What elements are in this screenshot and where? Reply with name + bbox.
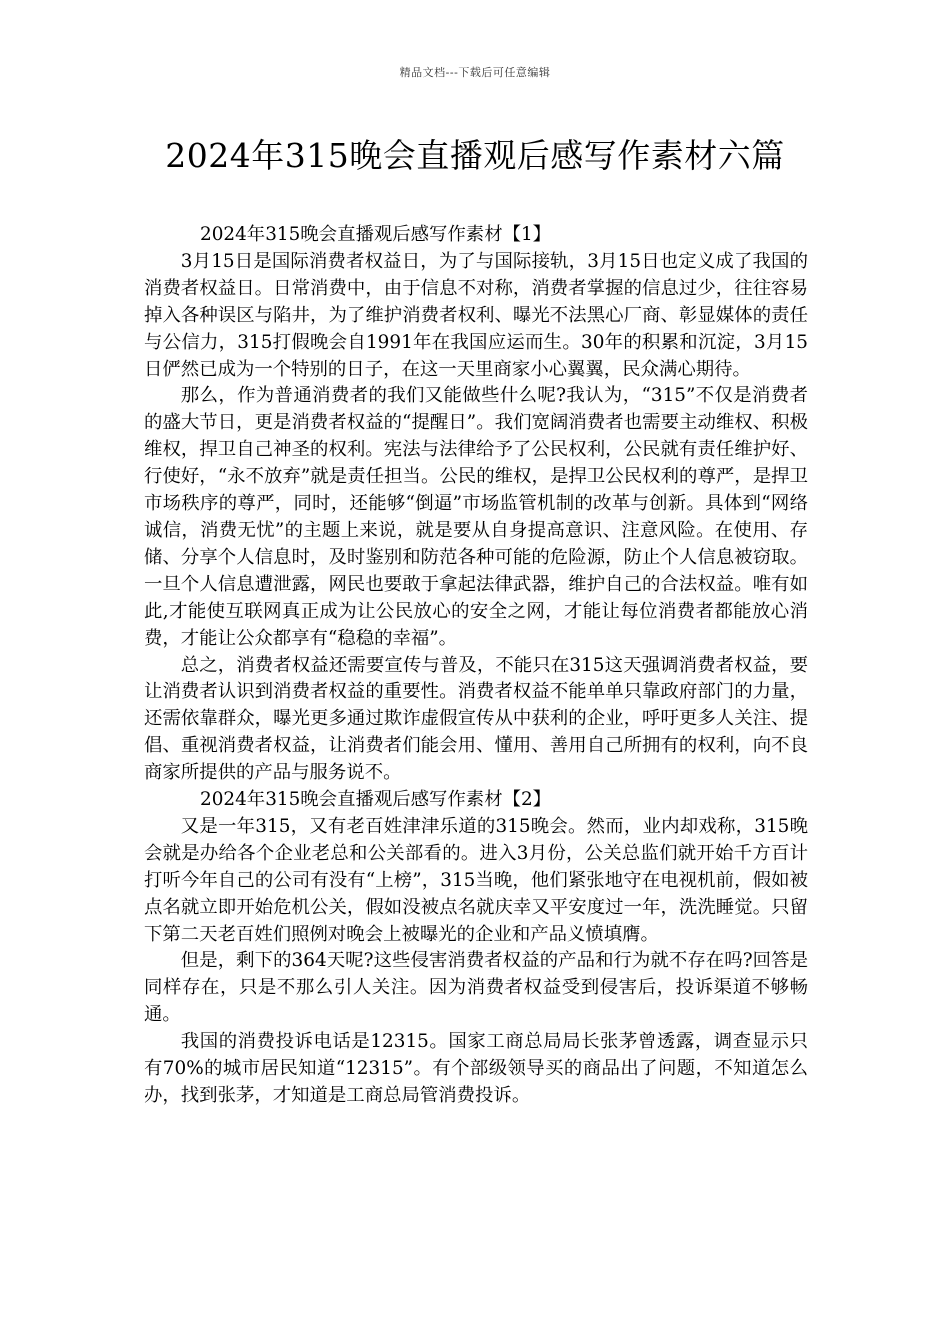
paragraph: 3月15日是国际消费者权益日，为了与国际接轨，3月15日也定义成了我国的消费者权益日。日常消费中，由于信息不对称，消费者掌握的信息过少，往往容易掉入各种误区与陷井，为了维护消费者权利、曝光不法黑心厂商、彰显媒体的责任与公信力，315打假晚会自1991年在我国应运而生。30年的积累和沉淀，3月15日俨然已成为一个特别的日子，在这一天里商家小心翼翼，民众满心期待。 — [144, 250, 808, 380]
paragraph: 那么，作为普通消费者的我们又能做些什么呢?我认为，“315”不仅是消费者的盛大节日，更是消费者权益的“提醒日”。我们宽阔消费者也需要主动维权、积极维权，捍卫自己神圣的权利。宪法与法律给予了公民权利，公民就有责任维护好、行使好，“永不放弃”就是责任担当。公民的维权，是捍卫公民权利的尊严，是捍卫市场秩序的尊严，同时，还能够“倒逼”市场监管机制的改革与创新。具体到“网络诚信，消费无忧”的主题上来说，就是要从自身提高意识、注意风险。在使用、存储、分享个人信息时，及时鉴别和防范各种可能的危险源，防止个人信息被窃取。一旦个人信息遭泄露，网民也要敢于拿起法律武器，维护自己的合法权益。唯有如此,才能使互联网真正成为让公民放心的安全之网，才能让每位消费者都能放心消费，才能让公众都享有“稳稳的幸福”。 — [144, 385, 808, 649]
section-heading-1: 2024年315晚会直播观后感写作素材【1】 — [200, 224, 552, 245]
document-title: 2024年315晚会直播观后感写作素材六篇 — [165, 136, 785, 175]
paragraph: 我国的消费投诉电话是12315。国家工商总局局长张茅曾透露，调查显示只有70%的城市居民知道“12315”。有个部级领导买的商品出了问题，不知道怎么办，找到张茅，才知道是工商总局管消费投诉。 — [144, 1031, 808, 1106]
paragraph: 又是一年315，又有老百姓津津乐道的315晚会。然而，业内却戏称，315晚会就是办给各个企业老总和公关部看的。进入3月份，公关总监们就开始千方百计打听今年自己的公司有没有“上榜”，315当晚，他们紧张地守在电视机前，假如被点名就立即开始危机公关，假如没被点名就庆幸又平安度过一年，洗洗睡觉。只留下第二天老百姓们照例对晚会上被曝光的企业和产品义愤填膺。 — [144, 815, 808, 945]
paragraph: 但是，剩下的364天呢?这些侵害消费者权益的产品和行为就不存在吗?回答是同样存在，只是不那么引人关注。因为消费者权益受到侵害后，投诉渠道不够畅通。 — [144, 950, 808, 1026]
document-body — [144, 222, 808, 1110]
section-heading-2: 2024年315晚会直播观后感写作素材【2】 — [200, 789, 552, 811]
page-header: 精品文档---下载后可任意编辑 — [399, 66, 551, 79]
paragraph: 总之，消费者权益还需要宣传与普及，不能只在315这天强调消费者权益，要让消费者认识到消费者权益的重要性。消费者权益不能单单只靠政府部门的力量，还需依靠群众，曝光更多通过欺诈虚假宣传从中获利的企业，呼吁更多人关注、提倡、重视消费者权益，让消费者们能会用、懂用、善用自己所拥有的权利，向不良商家所提供的产品与服务说不。 — [144, 654, 808, 784]
